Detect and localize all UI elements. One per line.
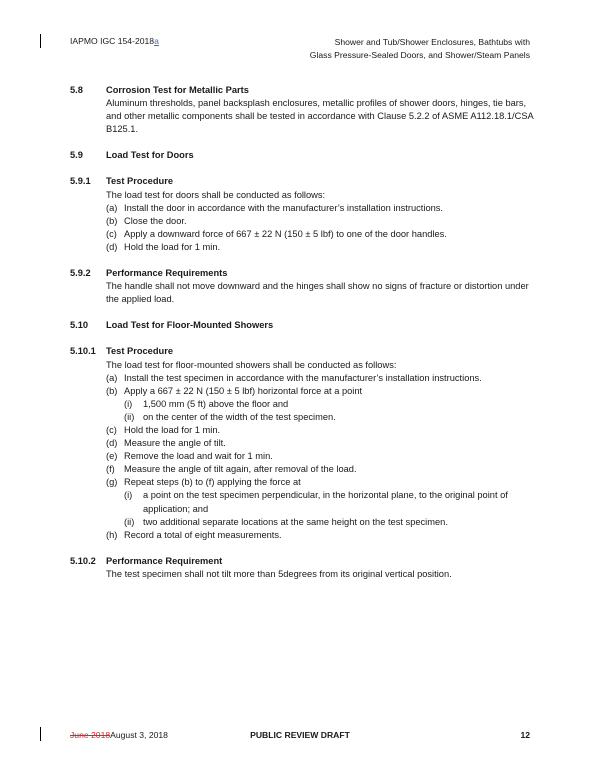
section-5-9-2 (70, 267, 540, 306)
section-intro: The load test for doors shall be conducted as follows: (106, 189, 326, 200)
list-item: (h) Record a total of eight measurements. (106, 529, 282, 540)
header-title (310, 36, 530, 62)
list-item: (e) Remove the load and wait for 1 min. (106, 451, 273, 462)
section-title: Corrosion Test for Metallic Parts (106, 85, 249, 95)
header-title-line1: Shower and Tub/Shower Enclosures, Bathtubs with (334, 37, 530, 47)
section-number: 5.10.1 (70, 346, 96, 357)
section-5-10 (70, 319, 540, 332)
section-number: 5.9 (70, 150, 83, 161)
section-5-9-1 (70, 175, 540, 201)
footer-date-deleted: June 2018 (70, 730, 111, 740)
sub-list-item: (ii) on the center of the width of the test specimen. (124, 411, 336, 422)
section-title: Load Test for Doors (106, 150, 194, 161)
list-item: (f) Measure the angle of tilt again, after removal of the load. (106, 464, 357, 475)
sub-list-item: (ii) two additional separate locations at the same height on the test specimen. (124, 516, 448, 527)
document-body (70, 84, 540, 581)
header-title-line2: Glass Pressure-Sealed Doors, and Shower/Steam Panels (309, 50, 530, 60)
section-title: Test Procedure (106, 346, 173, 357)
section-number: 5.9.2 (70, 268, 91, 279)
section-title: Load Test for Floor-Mounted Showers (106, 320, 274, 331)
doc-id: IAPMO IGC 154-2018 (70, 36, 155, 46)
section-5-8 (70, 84, 540, 136)
section-body: The handle shall not move downward and the hinges shall show no signs of fracture or distortion under the applied load. (106, 281, 529, 305)
footer (70, 730, 530, 740)
list-item: (g) Repeat steps (b) to (f) applying the force at (106, 477, 301, 488)
section-5-10-1 (70, 345, 540, 371)
list-item: (a) Install the door in accordance with the manufacturer’s installation instructions. (106, 202, 444, 213)
sub-list-item: (i) 1,500 mm (5 ft) above the floor and (124, 398, 289, 409)
section-number: 5.10 (70, 320, 89, 331)
section-title: Performance Requirements (106, 268, 228, 279)
list-item: (a) Install the test specimen in accordance with the manufacturer’s installation instructions. (106, 372, 482, 383)
section-intro: The load test for floor-mounted showers shall be conducted as follows: (106, 359, 397, 370)
section-number: 5.10.2 (70, 555, 96, 566)
footer-date: August 3, 2018 (110, 730, 168, 740)
section-title: Performance Requirement (106, 555, 223, 566)
list-item: (c) Hold the load for 1 min. (106, 424, 221, 435)
section-number: 5.9.1 (70, 176, 91, 187)
list-item: (d) Measure the angle of tilt. (106, 438, 226, 449)
page-number: 12 (520, 730, 530, 740)
section-body: Aluminum thresholds, panel backsplash enclosures, metallic profiles of shower doors, hinges, tie bars, and other metallic components shall be tested in accordance with Clause 5.2.2 of ASME A112.18.1/CSA B125.1. (106, 98, 534, 135)
section-5-10-2 (70, 555, 540, 581)
section-body: The test specimen shall not tilt more than 5degrees from its original vertical position. (106, 568, 452, 579)
list-item: (b) Close the door. (106, 215, 187, 226)
header-doc-id (70, 36, 159, 46)
change-bar (40, 34, 41, 48)
section-5-9 (70, 149, 540, 162)
list-item: (b) Apply a 667 ± 22 N (150 ± 5 lbf) horizontal force at a point (106, 385, 363, 396)
doc-id-insertion: a (154, 36, 159, 46)
sub-list-item: (i) a point on the test specimen perpendicular, in the horizontal plane, to the original point of application; and (124, 490, 508, 514)
change-bar (40, 727, 41, 741)
list-item: (c) Apply a downward force of 667 ± 22 N (150 ± 5 lbf) to one of the door handles. (106, 228, 447, 239)
section-title: Test Procedure (106, 176, 173, 187)
footer-draft-label: PUBLIC REVIEW DRAFT (250, 730, 350, 740)
list-item: (d) Hold the load for 1 min. (106, 241, 221, 252)
section-number: 5.8 (70, 85, 83, 95)
